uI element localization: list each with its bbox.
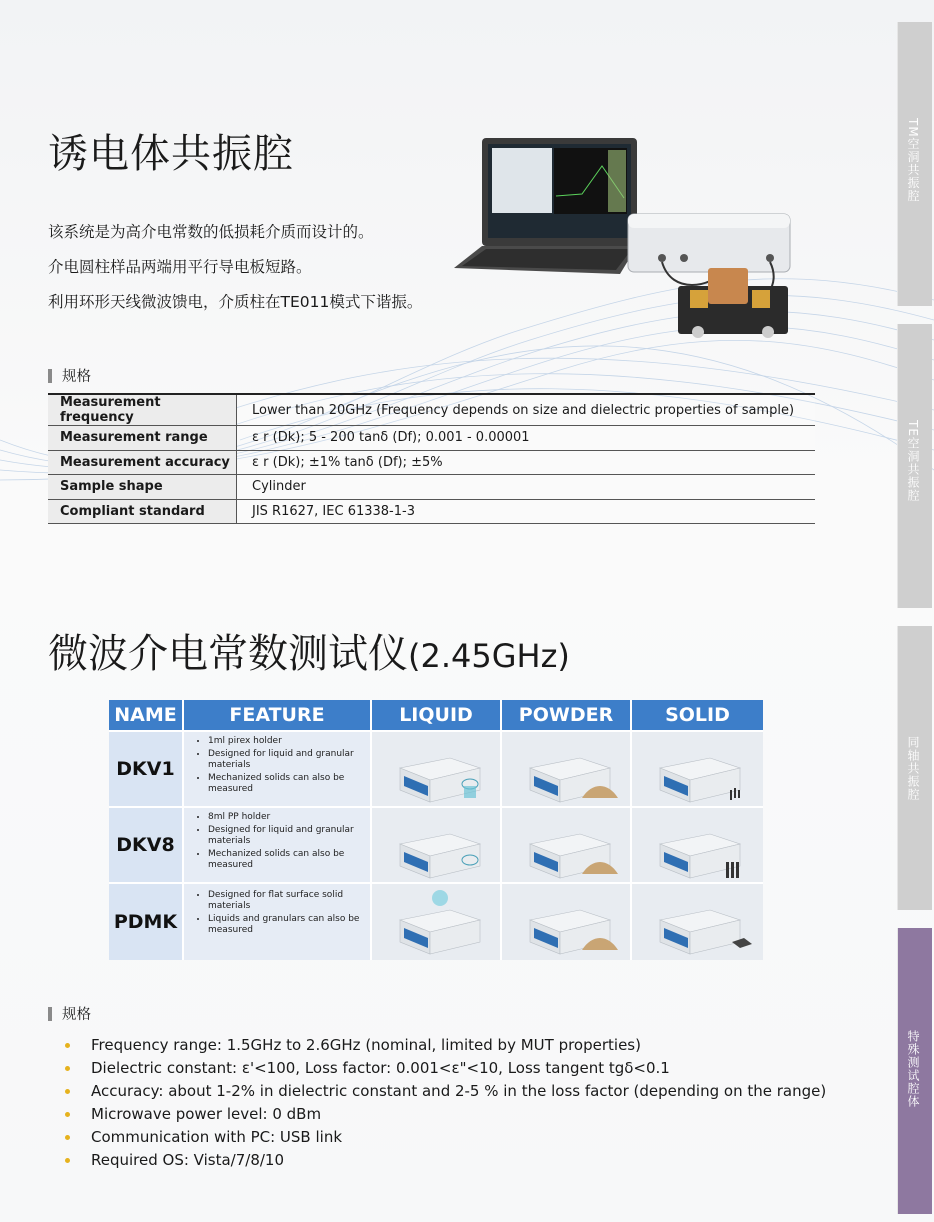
section2-title: [48, 622, 570, 679]
list-item: [62, 1149, 826, 1172]
list-item-text: Required OS: Vista/7/8/10: [91, 1151, 285, 1169]
section2-spec-heading: [48, 1003, 91, 1024]
row-name: DKV8: [109, 808, 182, 882]
feature-item: • Designed for liquid and granular materials: [208, 749, 364, 771]
header-solid: SOLID: [632, 700, 763, 730]
feature-item: • Mechanized solids can also be measured: [208, 849, 364, 871]
spec-value: Cylinder: [237, 475, 816, 500]
bullet-dot: [65, 1112, 70, 1117]
side-tab-label: TM空洞共振腔: [906, 118, 920, 203]
table-row: [48, 499, 815, 524]
bullet-dot: [65, 1089, 70, 1094]
spec-value: ε r (Dk); 5 - 200 tanδ (Df); 0.001 - 0.00001: [237, 426, 816, 451]
list-item: [62, 1080, 826, 1103]
side-tab-tm-cavity[interactable]: [897, 22, 932, 306]
list-item: [62, 1057, 826, 1080]
laptop-image: [454, 138, 637, 274]
section2-spec-list: [62, 1034, 826, 1172]
spec-value: JIS R1627, IEC 61338-1-3: [237, 499, 816, 524]
feature-item: • Mechanized solids can also be measured: [208, 773, 364, 795]
header-name: NAME: [109, 700, 182, 730]
table-row: [48, 426, 815, 451]
feature-item: • Liquids and granulars can also be measured: [208, 914, 364, 936]
product-illustrations: [372, 732, 763, 960]
section2-title-main: 微波介电常数测试仪: [48, 631, 408, 677]
table-row: [48, 394, 815, 426]
row-name: DKV1: [109, 732, 182, 806]
section1-intro: [48, 215, 422, 320]
header-powder: POWDER: [502, 700, 630, 730]
spec-table: [48, 393, 815, 524]
list-item: [62, 1126, 826, 1149]
spec-key: Sample shape: [48, 475, 237, 500]
list-item-text: Microwave power level: 0 dBm: [91, 1105, 322, 1123]
spec-key: Compliant standard: [48, 499, 237, 524]
list-item: [62, 1034, 826, 1057]
table-row: [48, 475, 815, 500]
section1-spec-heading: [48, 365, 91, 386]
feature-item: • Designed for flat surface solid materials: [208, 890, 364, 912]
table-row: [48, 450, 815, 475]
row-features: [184, 884, 370, 960]
spec-key: Measurement range: [48, 426, 237, 451]
side-tab-coaxial[interactable]: [897, 626, 932, 910]
heading-marker: [48, 1007, 52, 1021]
list-item-text: Frequency range: 1.5GHz to 2.6GHz (nominal, limited by MUT properties): [91, 1036, 641, 1054]
side-tab-label: 特殊测试腔体: [906, 1030, 920, 1108]
intro-line: 介电圆柱样品两端用平行导电板短路。: [48, 258, 312, 276]
header-liquid: LIQUID: [372, 700, 500, 730]
resonator-system-photo: [452, 136, 802, 342]
bullet-dot: [65, 1066, 70, 1071]
intro-line: 该系统是为高介电常数的低损耗介质而设计的。: [48, 223, 374, 241]
spec-key: Measurement frequency: [48, 394, 237, 426]
spec-key: Measurement accuracy: [48, 450, 237, 475]
list-item-text: Communication with PC: USB link: [91, 1128, 343, 1146]
row-name: PDMK: [109, 884, 182, 960]
spec-value: Lower than 20GHz (Frequency depends on size and dielectric properties of sample): [237, 394, 816, 426]
section2-title-suffix: (2.45GHz): [408, 637, 570, 675]
list-item-text: Dielectric constant: ε'<100, Loss factor: 0.001<ε"<10, Loss tangent tgδ<0.1: [91, 1059, 670, 1077]
spec-value: ε r (Dk); ±1% tanδ (Df); ±5%: [237, 450, 816, 475]
bullet-dot: [65, 1043, 70, 1048]
heading-marker: [48, 369, 52, 383]
header-feature: FEATURE: [184, 700, 370, 730]
product-comparison-table: [109, 700, 763, 960]
bullet-dot: [65, 1135, 70, 1140]
row-features: [184, 808, 370, 882]
intro-line: 利用环形天线微波馈电，介质柱在TE011模式下谐振。: [48, 293, 423, 311]
section1-title: 诱电体共振腔: [48, 131, 294, 177]
side-tab-special-cavity[interactable]: [897, 928, 932, 1214]
side-tab-te-cavity[interactable]: [897, 324, 932, 608]
row-features: [184, 732, 370, 806]
bullet-dot: [65, 1158, 70, 1163]
instrument-image: [628, 214, 790, 338]
spec-heading-label: 规格: [62, 369, 91, 385]
side-tab-label: TE空洞共振腔: [906, 420, 920, 502]
feature-item: • Designed for liquid and granular materials: [208, 825, 364, 847]
list-item: [62, 1103, 826, 1126]
list-item-text: Accuracy: about 1-2% in dielectric constant and 2-5 % in the loss factor (depending on the range): [91, 1082, 827, 1100]
side-tab-label: 同轴共振腔: [906, 736, 920, 801]
spec-heading-label: 规格: [62, 1007, 91, 1023]
feature-item: • 8ml PP holder: [208, 812, 364, 823]
feature-item: • 1ml pirex holder: [208, 736, 364, 747]
